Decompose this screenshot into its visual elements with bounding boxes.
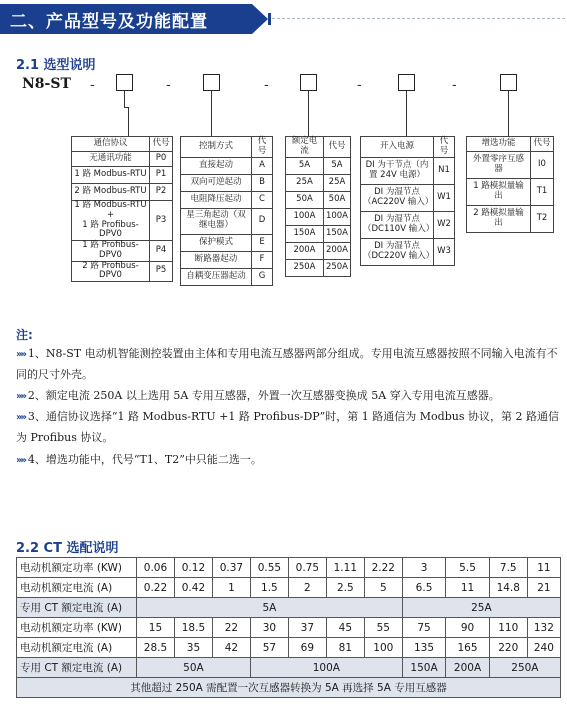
cell: 0.37: [212, 558, 250, 578]
cell: 0.42: [174, 578, 212, 598]
cell: 2 路 Profibus-DPV0: [72, 261, 150, 282]
cell: W1: [434, 184, 455, 211]
cell: W3: [434, 238, 455, 265]
cell: 75: [402, 618, 446, 638]
table-row: [17, 618, 561, 638]
cell: T1: [531, 179, 554, 206]
column-header: 代号: [531, 137, 554, 152]
section-banner: [0, 4, 567, 34]
column-header: 代号: [434, 137, 455, 158]
cell: 100A: [250, 658, 402, 678]
cell: 无通讯功能: [72, 152, 150, 167]
cell: 5.5: [446, 558, 490, 578]
column-header: 增选功能: [467, 137, 531, 152]
note-text: 2、额定电流 250A 以上选用 5A 专用互感器，外置一次互感器变换成 5A 穿入专用电流互感器。: [27, 389, 500, 402]
arrow-icon: »»: [16, 391, 25, 402]
cell: 2 路模拟量输出: [467, 206, 531, 233]
connector-line: [211, 91, 212, 136]
cell: W2: [434, 211, 455, 238]
model-dash: -: [357, 78, 362, 93]
cell: 星三角起动（双继电器）: [181, 208, 252, 234]
cell: DI 为湿节点（DC220V 输入）: [361, 238, 434, 265]
table-row: [17, 558, 561, 578]
cell: 14.8: [489, 578, 527, 598]
cell: 外置零序互感器: [467, 152, 531, 179]
cell: 50A: [286, 191, 324, 208]
cell: DI 为干节点（内置 24V 电源）: [361, 157, 434, 184]
notes-title: 注:: [16, 328, 33, 342]
row-label: 电动机额定功率 (KW): [17, 558, 137, 578]
cell: 55: [364, 618, 402, 638]
cell: 30: [250, 618, 288, 638]
cell: 电阻降压起动: [181, 191, 252, 208]
cell: P5: [150, 261, 173, 282]
connector-line: [308, 91, 309, 136]
cell: 37: [288, 618, 326, 638]
row-label: 电动机额定功率 (KW): [17, 618, 137, 638]
connector-line: [128, 107, 129, 136]
cell: 0.55: [250, 558, 288, 578]
cell: 50A: [137, 658, 251, 678]
model-slot-current: [300, 74, 317, 91]
cell: DI 为湿节点（DC110V 输入）: [361, 211, 434, 238]
table-row: [17, 638, 561, 658]
cell: N1: [434, 157, 455, 184]
cell: 15: [137, 618, 175, 638]
note-item: [16, 344, 561, 385]
cell: 5: [364, 578, 402, 598]
model-prefix: N8-ST: [22, 76, 71, 92]
cell: 250A: [323, 259, 350, 276]
model-slot-di: [398, 74, 415, 91]
column-header: 通信协议: [72, 137, 150, 152]
cell: 57: [250, 638, 288, 658]
cell: 250A: [489, 658, 560, 678]
table-row: [17, 578, 561, 598]
cell: 保护模式: [181, 234, 252, 251]
cell: 50A: [323, 191, 350, 208]
page-title: 二、产品型号及功能配置: [10, 12, 208, 32]
table-row: [17, 658, 561, 678]
column-header: 额定电流: [286, 137, 324, 158]
cell: 1: [212, 578, 250, 598]
cell: 6.5: [402, 578, 446, 598]
row-label: 专用 CT 额定电流 (A): [17, 658, 137, 678]
arrow-icon: »»: [16, 412, 25, 423]
cell: P4: [150, 241, 173, 262]
cell: 0.22: [137, 578, 175, 598]
cell: 200A: [323, 242, 350, 259]
column-header: 代号: [150, 137, 173, 152]
cell: 25A: [323, 174, 350, 191]
cell: 1.11: [326, 558, 364, 578]
cell: 25A: [286, 174, 324, 191]
cell: P3: [150, 201, 173, 241]
cell: 双向可逆起动: [181, 174, 252, 191]
table-di-power: [360, 136, 455, 266]
cell: F: [252, 251, 273, 268]
column-header: 开入电源: [361, 137, 434, 158]
arrow-icon: »»: [16, 349, 25, 360]
model-dash: -: [452, 78, 457, 93]
cell: C: [252, 191, 273, 208]
cell: G: [252, 268, 273, 285]
cell: 3: [402, 558, 446, 578]
table-footer-note: 其他超过 250A 需配置一次互感器转换为 5A 再选择 5A 专用互感器: [17, 678, 561, 698]
cell: 135: [402, 638, 446, 658]
cell: 200A: [446, 658, 490, 678]
cell: 35: [174, 638, 212, 658]
cell: 132: [527, 618, 560, 638]
section-heading-selection: 2.1 选型说明: [16, 58, 96, 73]
model-dash: -: [264, 78, 269, 93]
cell: 110: [489, 618, 527, 638]
note-text: 4、增选功能中，代号“T1、T2”中只能二选一。: [27, 453, 262, 466]
table-comm-protocol: [71, 136, 173, 282]
cell: 7.5: [489, 558, 527, 578]
cell: 22: [212, 618, 250, 638]
model-slot-extra: [500, 74, 517, 91]
cell: 0.75: [288, 558, 326, 578]
column-header: 控制方式: [181, 137, 252, 158]
model-slot-comm: [116, 74, 133, 91]
table-control-method: [180, 136, 273, 286]
section-heading-ct: 2.2 CT 选配说明: [16, 541, 119, 556]
column-header: 代号: [323, 137, 350, 158]
cell: 直接起动: [181, 157, 252, 174]
cell: 28.5: [137, 638, 175, 658]
arrow-icon: »»: [16, 455, 25, 466]
cell: 2: [288, 578, 326, 598]
note-item: [16, 450, 561, 471]
connector-line: [124, 91, 125, 107]
cell: P2: [150, 184, 173, 201]
cell: 5A: [323, 157, 350, 174]
cell: B: [252, 174, 273, 191]
cell: 11: [527, 558, 560, 578]
row-label: 电动机额定电流 (A): [17, 638, 137, 658]
cell: T2: [531, 206, 554, 233]
table-rated-current: [285, 136, 351, 277]
cell: 200A: [286, 242, 324, 259]
cell: A: [252, 157, 273, 174]
cell: 90: [446, 618, 490, 638]
cell: 165: [446, 638, 490, 658]
cell: 5A: [137, 598, 403, 618]
cell: 0.06: [137, 558, 175, 578]
table-extra-function: [466, 136, 554, 233]
model-dash: -: [166, 78, 171, 93]
row-label: 电动机额定电流 (A): [17, 578, 137, 598]
connector-line: [406, 91, 407, 136]
cell: 0.12: [174, 558, 212, 578]
cell: 自耦变压器起动: [181, 268, 252, 285]
banner-rule: [272, 18, 565, 19]
note-item: [16, 386, 561, 407]
model-dash: -: [90, 78, 95, 93]
model-slot-control: [203, 74, 220, 91]
cell: 100A: [323, 208, 350, 225]
cell: 220: [489, 638, 527, 658]
cell: 100: [364, 638, 402, 658]
cell: 150A: [323, 225, 350, 242]
cell: 18.5: [174, 618, 212, 638]
connector-line: [508, 91, 509, 136]
cell: 2.5: [326, 578, 364, 598]
note-item: [16, 407, 561, 448]
cell: 240: [527, 638, 560, 658]
cell: 1 路 Modbus-RTU: [72, 167, 150, 184]
cell: D: [252, 208, 273, 234]
banner-tip: [252, 4, 268, 34]
cell: 1 路模拟量输出: [467, 179, 531, 206]
ct-selection-table: [16, 557, 561, 698]
cell: 5A: [286, 157, 324, 174]
cell: 25A: [402, 598, 560, 618]
note-text: 1、N8-ST 电动机智能测控装置由主体和专用电流互感器两部分组成。专用电流互感器按照不同输入电流有不同的尺寸外壳。: [16, 347, 558, 381]
cell: P1: [150, 167, 173, 184]
cell: 2 路 Modbus-RTU: [72, 184, 150, 201]
cell: 250A: [286, 259, 324, 276]
cell: 150A: [286, 225, 324, 242]
cell: 1 路 Profibus-DPV0: [72, 241, 150, 262]
cell: I0: [531, 152, 554, 179]
cell: 断路器起动: [181, 251, 252, 268]
cell: E: [252, 234, 273, 251]
cell: 150A: [402, 658, 446, 678]
row-label: 专用 CT 额定电流 (A): [17, 598, 137, 618]
cell: DI 为湿节点（AC220V 输入）: [361, 184, 434, 211]
cell: 69: [288, 638, 326, 658]
note-text: 3、通信协议选择“1 路 Modbus-RTU +1 路 Profibus-DP”时，第 1 路通信为 Modbus 协议，第 2 路通信为 Profibus 协议。: [16, 410, 559, 444]
cell: 1 路 Modbus-RTU + 1 路 Profibus-DPV0: [72, 201, 150, 241]
table-row: [17, 678, 561, 698]
cell: 2.22: [364, 558, 402, 578]
column-header: 代号: [252, 137, 273, 158]
cell: 42: [212, 638, 250, 658]
cell: 1.5: [250, 578, 288, 598]
cell: 81: [326, 638, 364, 658]
cell: 21: [527, 578, 560, 598]
cell: 100A: [286, 208, 324, 225]
cell: 45: [326, 618, 364, 638]
cell: 11: [446, 578, 490, 598]
banner-tail: [268, 13, 276, 25]
cell: P0: [150, 152, 173, 167]
table-row: [17, 598, 561, 618]
